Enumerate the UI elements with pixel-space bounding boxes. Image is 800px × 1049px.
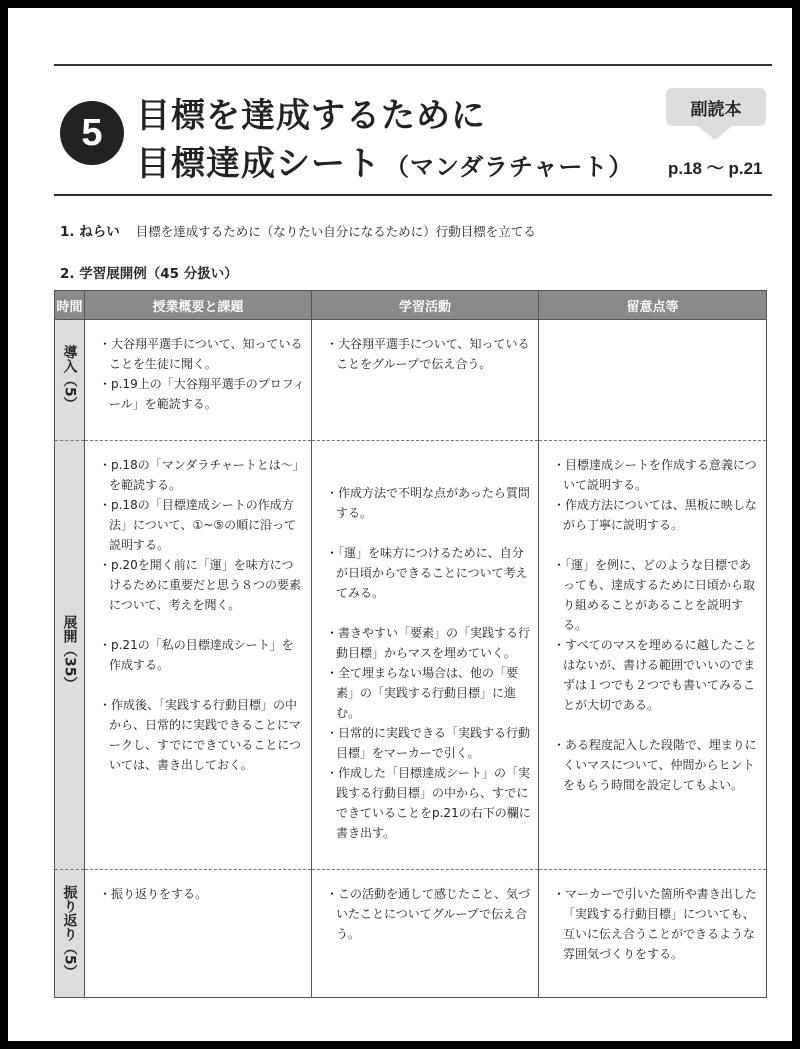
list-item: ・作成後、「実践する行動目標」の中から、日常的に実践できることにマークし、すでにできていることについては、書き出しておく。 <box>99 698 302 772</box>
table-row-reflection <box>55 870 767 998</box>
top-rule <box>54 64 772 66</box>
list-item: ・ある程度記入した段階で、埋まりにくいマスについて、仲間からヒントをもらう時間を設定してもよい。 <box>553 738 757 792</box>
list-item: ・p.18の「目標達成シートの作成方法」について、①~⑤の順に沿って説明する。 <box>99 498 297 552</box>
list-item: ・目標達成シートを作成する意義について説明する。 <box>553 458 757 492</box>
phase-label: 振り返り（5） <box>61 884 78 979</box>
lesson-number: 5 <box>81 111 103 154</box>
table-row-development <box>55 441 767 870</box>
badge-arrow-icon <box>698 126 732 140</box>
list-item: ・作成方法については、黒板に映しながら丁寧に説明する。 <box>553 498 757 532</box>
overview-cell <box>85 870 312 998</box>
activity-cell <box>312 441 539 870</box>
list-item: ・p.21の「私の目標達成シート」を作成する。 <box>99 638 294 672</box>
notes-cell <box>539 320 767 441</box>
list-item: ・「運」を味方につけるために、自分が日頃からできることについて考えてみる。 <box>326 546 528 600</box>
list-item: ・全て埋まらない場合は、他の「要素」の「実践する行動目標」に進む。 <box>326 666 519 720</box>
page-range: p.18 ～ p.21 <box>668 159 763 178</box>
list-item: ・すべてのマスを埋めるに越したことはないが、書ける範囲でいいのでまずは１つでも２つでも書いてみることが大切である。 <box>553 638 757 712</box>
overview-cell <box>85 441 312 870</box>
aim-text: 目標を達成するために（なりたい自分になるために）行動目標を立てる <box>135 224 536 239</box>
list-item: ・マーカーで引いた箇所や書き出した「実践する行動目標」についても、互いに伝え合うことができるような雰囲気づくりをする。 <box>553 887 757 961</box>
lesson-plan-table <box>54 290 767 998</box>
worksheet-page <box>8 8 792 1041</box>
header-time: 時間 <box>55 291 85 320</box>
list-item: ・p.19上の「大谷翔平選手のプロフィール」を範読する。 <box>99 377 305 411</box>
reader-badge-label: 副読本 <box>690 99 742 120</box>
table-row-intro <box>55 320 767 441</box>
phase-cell <box>55 870 85 998</box>
list-item: ・作成方法で不明な点があったら質問する。 <box>326 486 530 520</box>
lesson-title-main: 目標達成シート <box>136 144 381 184</box>
header-activity: 学習活動 <box>312 291 539 320</box>
phase-label: 展開（35） <box>61 615 78 691</box>
notes-cell <box>539 441 767 870</box>
activity-cell <box>312 870 539 998</box>
reader-badge <box>666 88 766 126</box>
header-bottom-rule <box>54 194 772 196</box>
lesson-title-sub: （マンダラチャート） <box>385 153 634 181</box>
lesson-title-line2 <box>136 136 633 185</box>
phase-cell <box>55 320 85 441</box>
list-item: ・作成した「目標達成シート」の「実践する行動目標」の中から、すでにできていることをp.21の右下の欄に書き出す。 <box>326 766 531 840</box>
aim-heading: 1. ねらい <box>60 224 120 240</box>
list-item: ・日常的に実践できる「実践する行動目標」をマーカーで引く。 <box>326 726 531 760</box>
overview-cell <box>85 320 312 441</box>
list-item: ・p.20を開く前に「運」を味方につけるために重要だと思う８つの要素について、考えを聞く。 <box>99 558 302 612</box>
header-notes: 留意点等 <box>539 291 767 320</box>
aim-section <box>60 220 536 240</box>
plan-heading: 2. 学習展開例（45 分扱い） <box>60 266 238 282</box>
list-item: ・「運」を例に、どのような目標であっても、達成するために日頃から取り組めることがあることを説明する。 <box>553 558 756 632</box>
phase-label: 導入（5） <box>61 345 78 411</box>
table-header-row <box>55 291 767 320</box>
list-item: ・大谷翔平選手について、知っていることを生徒に聞く。 <box>99 337 303 371</box>
notes-cell <box>539 870 767 998</box>
phase-cell <box>55 441 85 870</box>
list-item: ・書きやすい「要素」の「実践する行動目標」からマスを埋めていく。 <box>326 626 531 660</box>
lesson-number-badge <box>60 101 124 165</box>
list-item: ・p.18の「マンダラチャートとは～」を範読する。 <box>99 458 305 492</box>
list-item: ・大谷翔平選手について、知っていることをグループで伝え合う。 <box>326 337 530 371</box>
lesson-title-line1: 目標を達成するために <box>136 96 486 136</box>
header-overview: 授業概要と課題 <box>85 291 312 320</box>
list-item: ・この活動を通して感じたこと、気づいたことについてグループで伝え合う。 <box>326 887 531 941</box>
activity-cell <box>312 320 539 441</box>
list-item: ・振り返りをする。 <box>99 887 208 901</box>
